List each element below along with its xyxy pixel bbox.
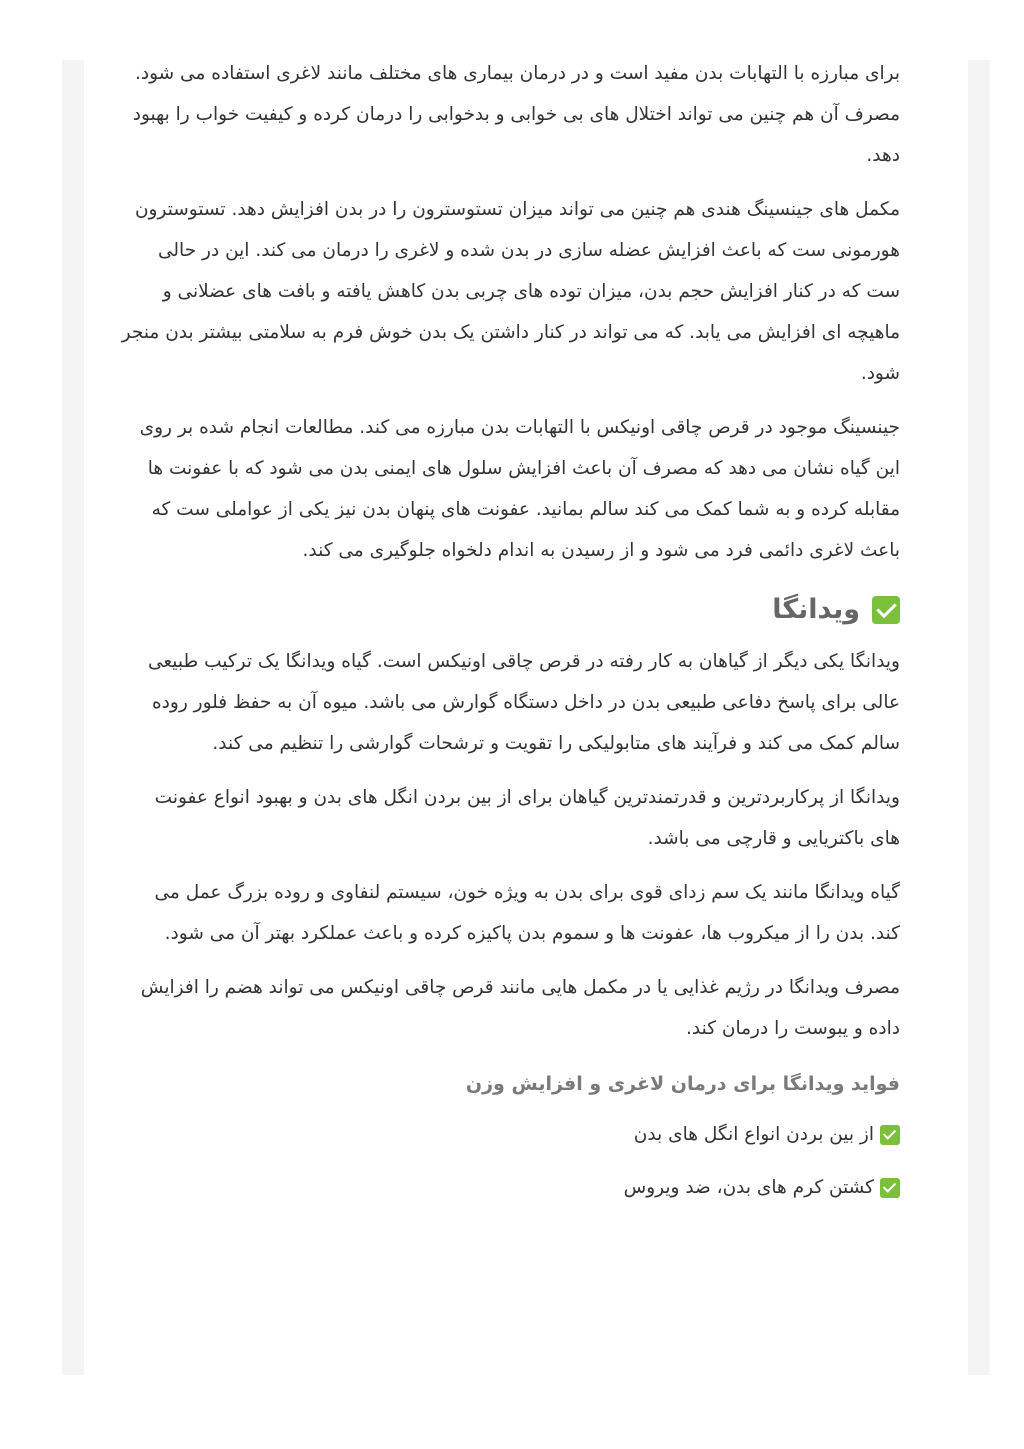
check-mark-icon [880,1125,900,1145]
benefit-item [120,1114,900,1155]
article-paragraph: ویدانگا از پرکاربردترین و قدرتمندترین گیاهان برای از بین بردن انگل های بدن و بهبود انواع عفونت های باکتریایی و قارچی می باشد. [154,787,900,849]
article-body [120,53,900,1220]
section-heading-text: ویدانگا [772,594,860,625]
check-mark-icon [880,1178,900,1198]
benefits-heading: فواید ویدانگا برای درمان لاغری و افزایش وزن [465,1073,900,1095]
page-gutter-right [968,60,990,1375]
article-paragraph: مصرف ویدانگا در رژیم غذایی یا در مکمل هایی مانند قرص چاقی اونیکس می تواند هضم را افزایش داده و یبوست را درمان کند. [140,977,900,1039]
article-paragraph: گیاه ویدانگا مانند یک سم زدای قوی برای بدن به ویژه خون، سیستم لنفاوی و روده بزرگ عمل می کند. بدن را از میکروب ها، عفونت ها و سموم بدن پاکیزه کرده و باعث عملکرد بهتر آن می شود. [154,882,900,944]
article-paragraph: برای مبارزه با التهابات بدن مفید است و در درمان بیماری های مختلف مانند لاغری استفاده می شود. مصرف آن هم چنین می تواند اختلال های بی خوابی و بدخوابی را درمان کرده و کیفیت خواب را بهبود دهد. [132,63,900,166]
check-mark-icon [872,596,900,624]
article-paragraph: ویدانگا یکی دیگر از گیاهان به کار رفته در قرص چاقی اونیکس است. گیاه ویدانگا یک ترکیب طبیعی عالی برای پاسخ دفاعی طبیعی بدن در داخل دستگاه گوارش می باشد. میوه آن به حفظ فلور روده سالم کمک می کند و فرآیند های متابولیکی را تقویت و ترشحات گوارشی را تنظیم می کند. [147,651,900,754]
article-paragraph: مکمل های جینسینگ هندی هم چنین می تواند میزان تستوسترون را در بدن افزایش دهد. تستوسترون هورمونی ست که باعث افزایش عضله سازی در بدن شده و لاغری را درمان می کند. این در حالی ست که در کنار افزایش حجم بدن، میزان توده های چربی بدن کاهش یافته و بافت های عضلانی و ماهیچه ای افزایش می یابد. که می تواند در کنار داشتن یک بدن خوش فرم به سلامتی بیشتر بدن منجر شود. [121,199,900,384]
section-heading-vidanga [120,585,900,635]
article-paragraph: جینسینگ موجود در قرص چاقی اونیکس با التهابات بدن مبارزه می کند. مطالعات انجام شده بر روی این گیاه نشان می دهد که مصرف آن باعث افزایش سلول های ایمنی بدن می شود که با عفونت ها مقابله کرده و به شما کمک می کند سالم بمانید. عفونت های پنهان بدن نیز یکی از عواملی ست که باعث لاغری دائمی فرد می شود و از رسیدن به اندام دلخواه جلوگیری می کند. [139,417,900,561]
page-gutter-left [62,60,84,1375]
benefit-text: کشتن کرم های بدن، ضد ویروس [623,1177,874,1198]
benefit-text: از بین بردن انواع انگل های بدن [633,1124,874,1145]
benefit-item [120,1167,900,1208]
